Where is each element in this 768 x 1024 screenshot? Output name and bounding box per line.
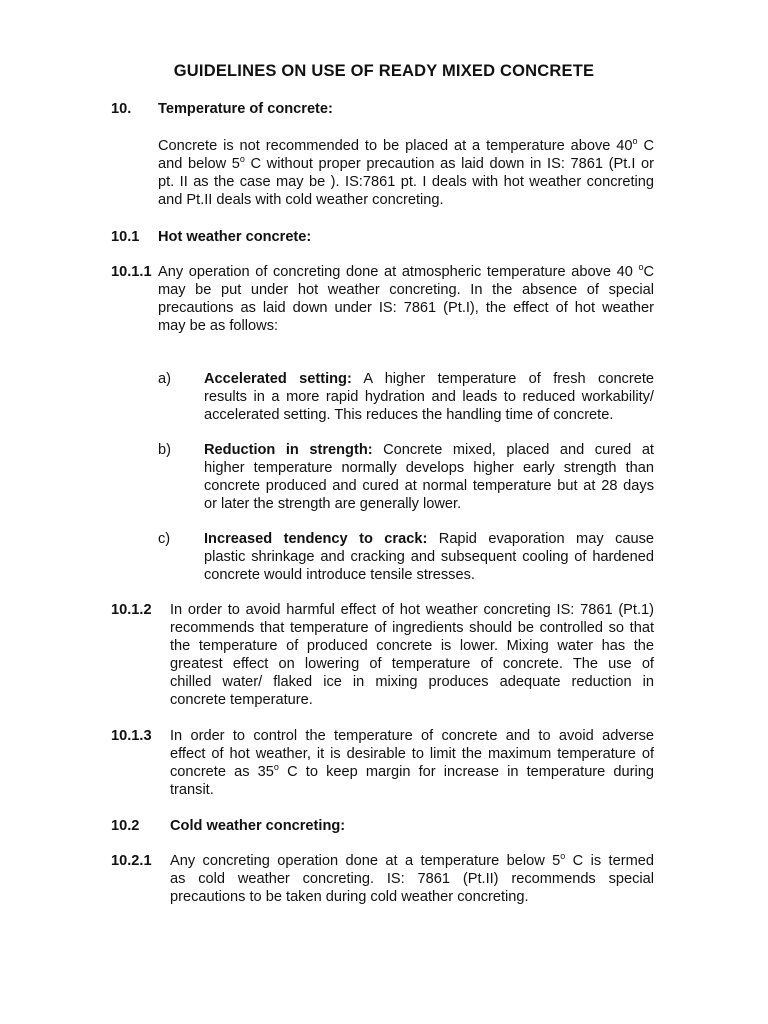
line: and below 5$^o$ C without proper precaution as laid down in IS: 7861 (Pt.I or xyxy=(158,155,654,172)
line: Any concreting operation done at a temperature below 5$^o$ C is termed xyxy=(170,852,654,869)
line: the temperature of produced concrete is lower. Mixing water has the xyxy=(170,638,654,654)
line: In order to avoid harmful effect of hot weather concreting IS: 7861 (Pt.1) xyxy=(170,602,654,618)
section-number-10-1-1: 10.1.1 xyxy=(111,264,152,280)
line: greatest effect on lowering of temperature of concrete. The use of xyxy=(170,656,654,672)
line: precautions as laid down under IS: 7861 (Pt.I), the effect of hot weather xyxy=(158,300,654,316)
term: Reduction in strength: xyxy=(204,442,373,458)
line: results in a more rapid hydration and leads to reduced workability/ xyxy=(204,389,654,405)
list-marker-b: b) xyxy=(158,442,171,458)
line: or later the strength are generally lower. xyxy=(204,496,462,512)
line: Reduction in strength: Concrete mixed, placed and cured at xyxy=(204,442,654,458)
paragraph-10 xyxy=(158,137,654,209)
line: may be as follows: xyxy=(158,318,279,334)
section-number-10-1: 10.1 xyxy=(111,229,140,245)
line: recommends that temperature of ingredients should be controlled so that xyxy=(170,620,654,636)
line: precautions to be taken during cold weather concreting. xyxy=(170,889,529,905)
line: concrete would introduce tensile stresses. xyxy=(204,567,475,583)
list-marker-a: a) xyxy=(158,371,171,387)
line: concrete as 35$^o$ C to keep margin for increase in temperature during xyxy=(170,763,654,780)
line: concrete produced and cured at normal temperature but at 28 days xyxy=(204,478,654,494)
line: Any operation of concreting done at atmospheric temperature above 40 $^o$C xyxy=(158,263,654,280)
section-number-10-1-3: 10.1.3 xyxy=(111,728,152,744)
list-item-a xyxy=(204,370,654,424)
paragraph-10-1-2 xyxy=(170,601,654,709)
line: as cold weather concreting. IS: 7861 (Pt.II) recommends special xyxy=(170,871,654,887)
paragraph-10-1-3 xyxy=(170,727,654,799)
section-heading-10: Temperature of concrete: xyxy=(158,101,333,117)
line: Accelerated setting: A higher temperature of fresh concrete xyxy=(204,371,654,387)
line: transit. xyxy=(170,782,214,798)
list-marker-c: c) xyxy=(158,531,171,547)
line: effect of hot weather, it is desirable to limit the maximum temperature of xyxy=(170,746,654,762)
line: and Pt.II deals with cold weather concreting. xyxy=(158,192,444,208)
document-title: GUIDELINES ON USE OF READY MIXED CONCRETE xyxy=(173,62,595,80)
line: accelerated setting. This reduces the handling time of concrete. xyxy=(204,407,614,423)
section-number-10: 10. xyxy=(111,101,132,117)
line: chilled water/ flaked ice in mixing produces adequate reduction in xyxy=(170,674,654,690)
paragraph-10-1-1 xyxy=(158,263,654,335)
section-number-10-2: 10.2 xyxy=(111,818,140,834)
section-number-10-2-1: 10.2.1 xyxy=(111,853,152,869)
section-heading-10-2: Cold weather concreting: xyxy=(170,818,346,834)
line: pt. II as the case may be ). IS:7861 pt. I deals with hot weather concreting xyxy=(158,174,654,190)
list-item-b xyxy=(204,441,654,513)
line: higher temperature normally develops higher early strength than xyxy=(204,460,654,476)
line: concrete temperature. xyxy=(170,692,313,708)
paragraph-10-2-1 xyxy=(170,852,654,906)
line: Concrete is not recommended to be placed at a temperature above 40$^o$ C xyxy=(158,137,654,154)
term: Increased tendency to crack: xyxy=(204,531,428,547)
list-item-c xyxy=(204,530,654,584)
section-heading-10-1: Hot weather concrete: xyxy=(158,229,312,245)
line: may be put under hot weather concreting. In the absence of special xyxy=(158,282,654,298)
section-number-10-1-2: 10.1.2 xyxy=(111,602,152,618)
line: Increased tendency to crack: Rapid evaporation may cause xyxy=(204,531,654,547)
line: In order to control the temperature of concrete and to avoid adverse xyxy=(170,728,654,744)
line: plastic shrinkage and cracking and subsequent cooling of hardened xyxy=(204,549,654,565)
term: Accelerated setting: xyxy=(204,371,352,387)
